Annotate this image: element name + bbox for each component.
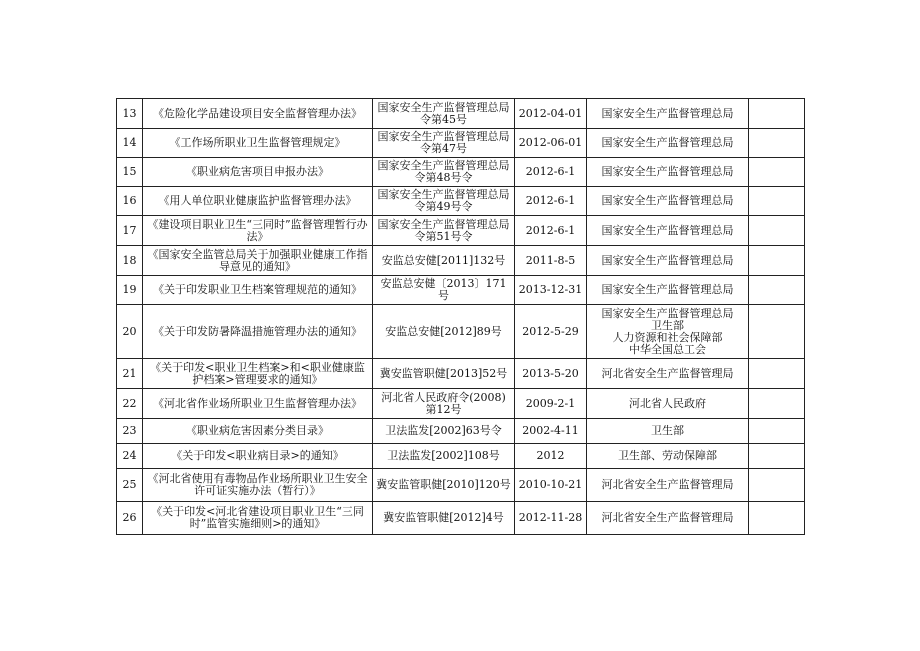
effective-date: 2012-6-1 bbox=[515, 216, 587, 246]
issuer-line: 国家安全生产监督管理总局 bbox=[601, 165, 734, 178]
table-row bbox=[117, 276, 805, 305]
regulation-name: 《河北省使用有毒物品作业场所职业卫生安全许可证实施办法（暂行）》 bbox=[143, 469, 373, 502]
document-number: 卫法监发[2002]63号令 bbox=[373, 419, 515, 444]
effective-date: 2002-4-11 bbox=[515, 419, 587, 444]
row-number: 14 bbox=[117, 129, 143, 158]
issuer-line: 河北省安全生产监督管理局 bbox=[601, 478, 734, 491]
row-number: 21 bbox=[117, 359, 143, 389]
table-row bbox=[117, 469, 805, 502]
row-number: 20 bbox=[117, 305, 143, 359]
effective-date: 2011-8-5 bbox=[515, 246, 587, 276]
table-body bbox=[117, 99, 805, 535]
issuing-authority bbox=[587, 419, 749, 444]
issuing-authority bbox=[587, 359, 749, 389]
document-number: 安监总安健[2011]132号 bbox=[373, 246, 515, 276]
row-number: 16 bbox=[117, 187, 143, 216]
effective-date: 2010-10-21 bbox=[515, 469, 587, 502]
row-number: 19 bbox=[117, 276, 143, 305]
row-number: 23 bbox=[117, 419, 143, 444]
row-number: 25 bbox=[117, 469, 143, 502]
remarks-cell bbox=[749, 502, 805, 535]
regulation-name: 《危险化学品建设项目安全监督管理办法》 bbox=[143, 99, 373, 129]
issuing-authority bbox=[587, 502, 749, 535]
issuer-line: 卫生部 bbox=[651, 318, 684, 332]
issuer-line: 河北省安全生产监督管理局 bbox=[601, 511, 734, 524]
document-number: 冀安监管职健[2012]4号 bbox=[373, 502, 515, 535]
row-number: 18 bbox=[117, 246, 143, 276]
row-number: 15 bbox=[117, 158, 143, 187]
effective-date: 2012-04-01 bbox=[515, 99, 587, 129]
table-row bbox=[117, 502, 805, 535]
remarks-cell bbox=[749, 469, 805, 502]
remarks-cell bbox=[749, 129, 805, 158]
document-number: 冀安监管职健[2013]52号 bbox=[373, 359, 515, 389]
regulation-name: 《关于印发职业卫生档案管理规范的通知》 bbox=[143, 276, 373, 305]
document-number: 国家安全生产监督管理总局令第48号令 bbox=[373, 158, 515, 187]
regulation-name: 《建设项目职业卫生“三同时”监督管理暂行办法》 bbox=[143, 216, 373, 246]
issuer-line: 河北省人民政府 bbox=[629, 396, 706, 410]
row-number: 26 bbox=[117, 502, 143, 535]
remarks-cell bbox=[749, 246, 805, 276]
effective-date: 2009-2-1 bbox=[515, 389, 587, 419]
issuer-line: 卫生部、劳动保障部 bbox=[618, 449, 717, 462]
regulation-name: 《关于印发防暑降温措施管理办法的通知》 bbox=[143, 305, 373, 359]
row-number: 17 bbox=[117, 216, 143, 246]
document-number: 国家安全生产监督管理总局令第47号 bbox=[373, 129, 515, 158]
table-row bbox=[117, 246, 805, 276]
table-row bbox=[117, 305, 805, 359]
remarks-cell bbox=[749, 187, 805, 216]
effective-date: 2012-6-1 bbox=[515, 187, 587, 216]
document-number: 冀安监管职健[2010]120号 bbox=[373, 469, 515, 502]
issuer-line: 国家安全生产监督管理总局 bbox=[601, 106, 734, 120]
issuer-line: 国家安全生产监督管理总局 bbox=[601, 194, 734, 207]
regulation-name: 《职业病危害因素分类目录》 bbox=[143, 419, 373, 444]
regulation-name: 《职业病危害项目申报办法》 bbox=[143, 158, 373, 187]
issuer-line: 国家安全生产监督管理总局 bbox=[601, 306, 734, 320]
table-row bbox=[117, 419, 805, 444]
document-number: 卫法监发[2002]108号 bbox=[373, 444, 515, 469]
document-number: 国家安全生产监督管理总局令第51号令 bbox=[373, 216, 515, 246]
issuing-authority bbox=[587, 444, 749, 469]
effective-date: 2013-12-31 bbox=[515, 276, 587, 305]
issuer-line: 中华全国总工会 bbox=[629, 342, 706, 356]
effective-date: 2013-5-20 bbox=[515, 359, 587, 389]
issuing-authority bbox=[587, 246, 749, 276]
remarks-cell bbox=[749, 158, 805, 187]
regulation-name: 《用人单位职业健康监护监督管理办法》 bbox=[143, 187, 373, 216]
issuing-authority bbox=[587, 389, 749, 419]
remarks-cell bbox=[749, 99, 805, 129]
effective-date: 2012-11-28 bbox=[515, 502, 587, 535]
table-row bbox=[117, 389, 805, 419]
issuer-line: 河北省安全生产监督管理局 bbox=[601, 366, 734, 380]
document-number: 河北省人民政府令(2008)第12号 bbox=[373, 389, 515, 419]
row-number: 13 bbox=[117, 99, 143, 129]
issuing-authority bbox=[587, 305, 749, 359]
table-row bbox=[117, 129, 805, 158]
remarks-cell bbox=[749, 276, 805, 305]
issuer-line: 国家安全生产监督管理总局 bbox=[601, 136, 734, 149]
effective-date: 2012-06-01 bbox=[515, 129, 587, 158]
document-number: 安监总安健〔2013〕171号 bbox=[373, 276, 515, 305]
table-row bbox=[117, 359, 805, 389]
table-row bbox=[117, 187, 805, 216]
document-number: 安监总安健[2012]89号 bbox=[373, 305, 515, 359]
document-number: 国家安全生产监督管理总局令第49号令 bbox=[373, 187, 515, 216]
row-number: 22 bbox=[117, 389, 143, 419]
remarks-cell bbox=[749, 359, 805, 389]
regulation-name: 《关于印发<职业卫生档案>和<职业健康监护档案>管理要求的通知》 bbox=[143, 359, 373, 389]
issuing-authority bbox=[587, 99, 749, 129]
issuer-line: 人力资源和社会保障部 bbox=[612, 330, 723, 344]
regulations-table bbox=[116, 98, 805, 535]
issuer-line: 卫生部 bbox=[651, 424, 684, 437]
issuing-authority bbox=[587, 216, 749, 246]
issuer-line: 国家安全生产监督管理总局 bbox=[601, 223, 734, 237]
issuing-authority bbox=[587, 276, 749, 305]
regulation-name: 《工作场所职业卫生监督管理规定》 bbox=[143, 129, 373, 158]
remarks-cell bbox=[749, 389, 805, 419]
regulation-name: 《关于印发<河北省建设项目职业卫生“三同时”监管实施细则>的通知》 bbox=[143, 502, 373, 535]
effective-date: 2012 bbox=[515, 444, 587, 469]
issuing-authority bbox=[587, 187, 749, 216]
issuing-authority bbox=[587, 469, 749, 502]
regulation-name: 《关于印发<职业病目录>的通知》 bbox=[143, 444, 373, 469]
effective-date: 2012-6-1 bbox=[515, 158, 587, 187]
table-row bbox=[117, 444, 805, 469]
issuer-line: 国家安全生产监督管理总局 bbox=[601, 253, 734, 267]
remarks-cell bbox=[749, 419, 805, 444]
regulation-name: 《国家安全监管总局关于加强职业健康工作指导意见的通知》 bbox=[143, 246, 373, 276]
issuer-line: 国家安全生产监督管理总局 bbox=[601, 283, 734, 296]
table-row bbox=[117, 158, 805, 187]
document-number: 国家安全生产监督管理总局令第45号 bbox=[373, 99, 515, 129]
issuing-authority bbox=[587, 158, 749, 187]
table-row bbox=[117, 99, 805, 129]
table-row bbox=[117, 216, 805, 246]
regulation-name: 《河北省作业场所职业卫生监督管理办法》 bbox=[143, 389, 373, 419]
remarks-cell bbox=[749, 216, 805, 246]
row-number: 24 bbox=[117, 444, 143, 469]
remarks-cell bbox=[749, 444, 805, 469]
remarks-cell bbox=[749, 305, 805, 359]
issuing-authority bbox=[587, 129, 749, 158]
effective-date: 2012-5-29 bbox=[515, 305, 587, 359]
